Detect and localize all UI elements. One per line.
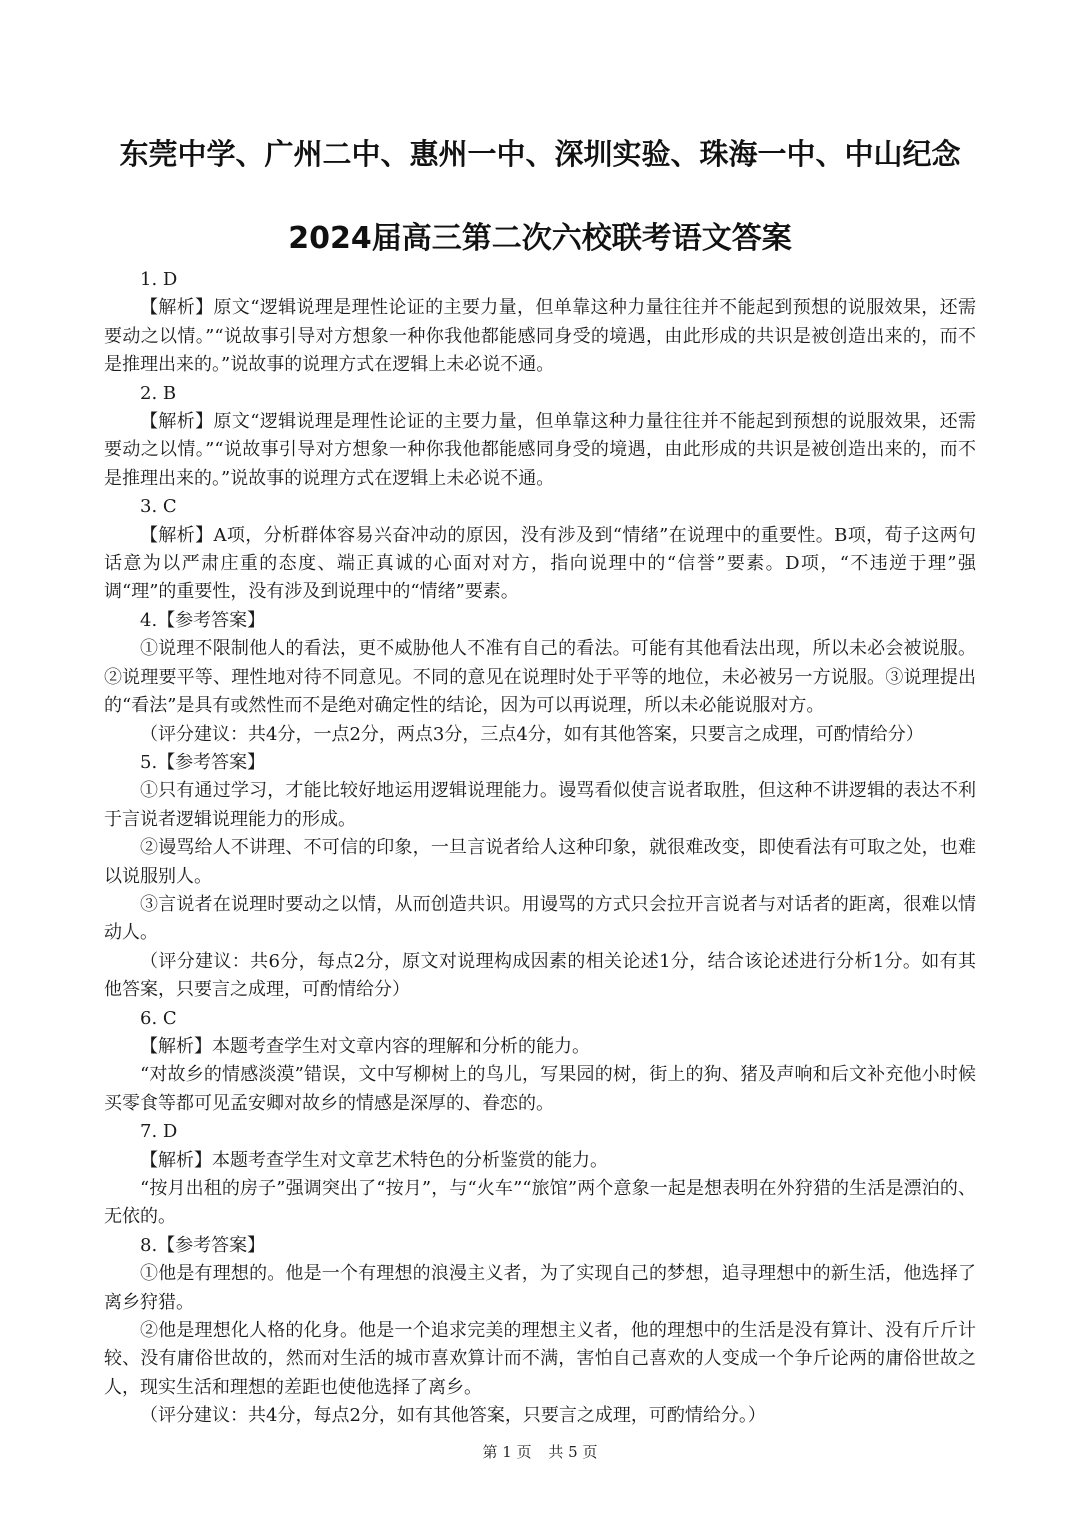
paragraph: （评分建议：共4分，每点2分，如有其他答案，只要言之成理，可酌情给分。） (140, 1405, 766, 1427)
paragraph: 【解析】本题考查学生对文章内容的理解和分析的能力。 (140, 1035, 590, 1057)
title-line-2: 2024届高三第二次六校联考语文答案 (288, 221, 792, 256)
paragraph: ①只有通过学习，才能比较好地运用逻辑说理能力。谩骂看似使言说者取胜，但这种不讲逻辑的表达不利于言说者逻辑说理能力的形成。 (104, 780, 976, 830)
paragraph: ②谩骂给人不讲理、不可信的印象，一旦言说者给人这种印象，就很难改变，即使看法有可取之处，也难以说服别人。 (104, 837, 976, 887)
paragraph: 6. C (140, 1007, 177, 1029)
paragraph: “对故乡的情感淡漠”错误，文中写柳树上的鸟儿，写果园的树，街上的狗、猪及声响和后文补充他小时候买零食等都可见孟安卿对故乡的情感是深厚的、眷恋的。 (104, 1064, 976, 1114)
answer-content (104, 266, 976, 1431)
page-total: 共 5 页 (548, 1443, 598, 1461)
paragraph: 【解析】原文“逻辑说理是理性论证的主要力量，但单靠这种力量往往并不能起到预想的说服效果，还需要动之以情。”“说故事引导对方想象一种你我他都能感同身受的境遇，由此形成的共识是被创造出来的，而不是推理出来的。”说故事的说理方式在逻辑上未必说不通。 (104, 297, 976, 376)
paragraph: “按月出租的房子”强调突出了“按月”，与“火车”“旅馆”两个意象一起是想表明在外狩猎的生活是漂泊的、无依的。 (104, 1178, 976, 1228)
paragraph: 【解析】本题考查学生对文章艺术特色的分析鉴赏的能力。 (140, 1149, 608, 1171)
paragraph: 8.【参考答案】 (140, 1234, 266, 1256)
paragraph: 1. D (140, 269, 178, 290)
page-number: 第 1 页 (482, 1443, 532, 1461)
title-line-1: 东莞中学、广州二中、惠州一中、深圳实验、珠海一中、中山纪念 (119, 137, 961, 171)
paragraph: 【解析】原文“逻辑说理是理性论证的主要力量，但单靠这种力量往往并不能起到预想的说服效果，还需要动之以情。”“说故事引导对方想象一种你我他都能感同身受的境遇，由此形成的共识是被创造出来的，而不是推理出来的。”说故事的说理方式在逻辑上未必说不通。 (104, 411, 976, 489)
paragraph: 4.【参考答案】 (140, 609, 266, 631)
page-footer (0, 1441, 1080, 1462)
paragraph: ③言说者在说理时要动之以情，从而创造共识。用谩骂的方式只会拉开言说者与对话者的距离，很难以情动人。 (104, 893, 976, 944)
paragraph: ①他是有理想的。他是一个有理想的浪漫主义者，为了实现自己的梦想，追寻理想中的新生活，他选择了离乡狩猎。 (104, 1263, 976, 1313)
paragraph: （评分建议：共6分，每点2分，原文对说理构成因素的相关论述1分，结合该论述进行分析1分。如有其他答案，只要言之成理，可酌情给分） (104, 950, 976, 1001)
paragraph: 【解析】A项，分析群体容易兴奋冲动的原因，没有涉及到“情绪”在说理中的重要性。B项，荀子这两句话意为以严肃庄重的态度、端正真诚的心面对对方，指向说理中的“信誉”要素。D项，“不违逆于理”强调“理”的重要性，没有涉及到说理中的“情绪”要素。 (104, 524, 976, 603)
paragraph: ①说理不限制他人的看法，更不威胁他人不准有自己的看法。可能有其他看法出现，所以未必会被说服。②说理要平等、理性地对待不同意见。不同的意见在说理时处于平等的地位，未必被另一方说服。③说理提出的“看法”是具有或然性而不是绝对确定性的结论，因为可以再说理，所以未必能说服对方。 (104, 638, 976, 717)
paragraph: ②他是理想化人格的化身。他是一个追求完美的理想主义者，他的理想中的生活是没有算计、没有斤斤计较、没有庸俗世故的，然而对生活的城市喜欢算计而不满，害怕自己喜欢的人变成一个争斤论两的庸俗世故之人，现实生活和理想的差距也使他选择了离乡。 (104, 1320, 976, 1398)
paragraph: 5.【参考答案】 (140, 751, 266, 773)
paragraph: （评分建议：共4分，一点2分，两点3分，三点4分，如有其他答案，只要言之成理，可酌情给分） (140, 723, 924, 745)
paragraph: 2. B (140, 382, 177, 404)
paragraph: 3. C (140, 496, 177, 518)
paragraph: 7. D (140, 1121, 178, 1143)
